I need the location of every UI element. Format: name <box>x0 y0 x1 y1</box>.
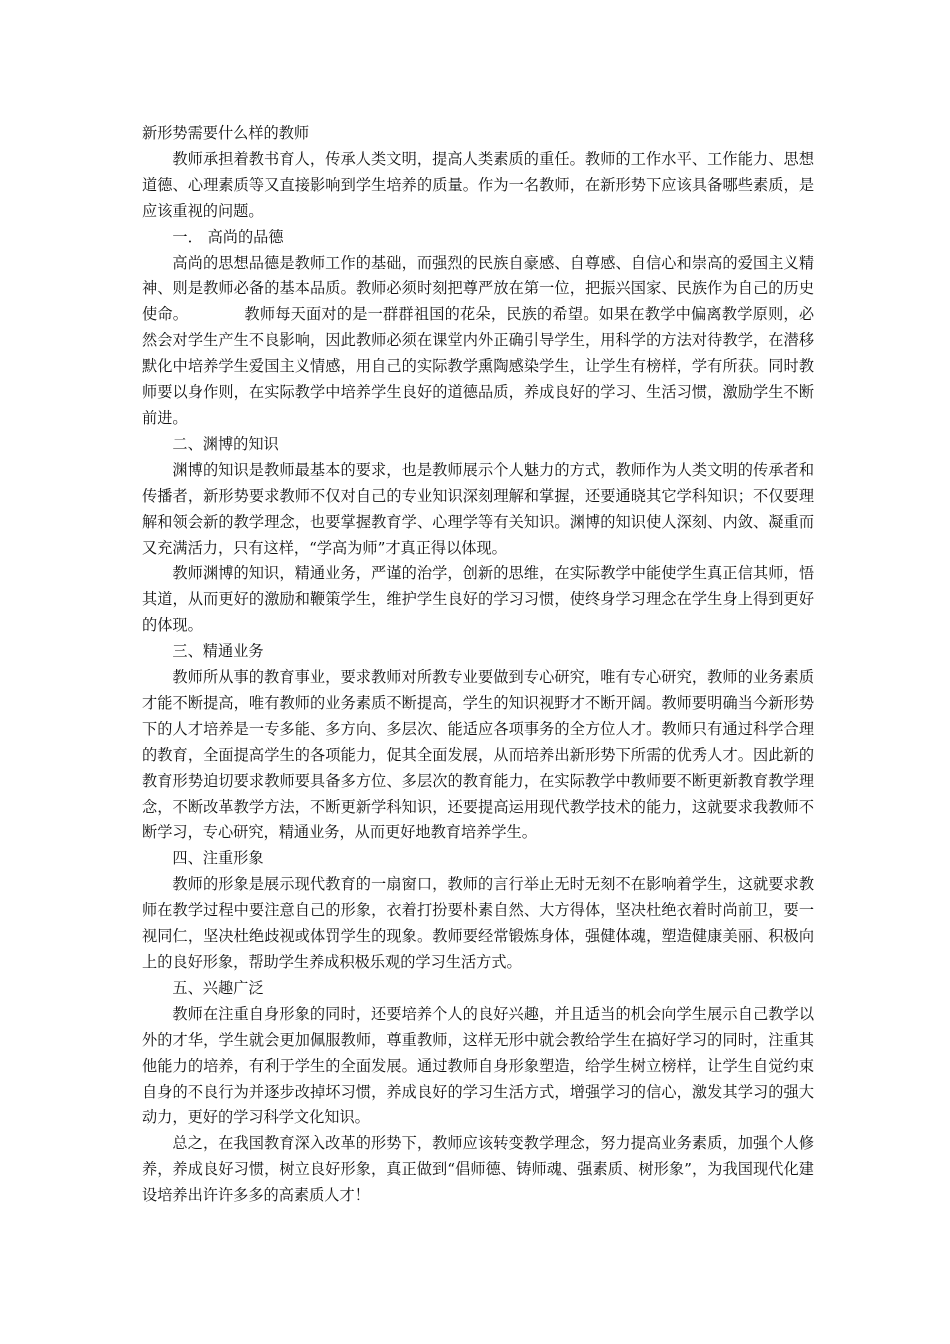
document-title: 新形势需要什么样的教师 <box>142 124 310 142</box>
section-heading-4: 四、注重形象 <box>172 849 264 868</box>
intro-paragraph: 教师承担着教书育人，传承人类文明，提高人类素质的重任。教师的工作水平、工作能力、思想道德、心理素质等又直接影响到学生培养的质量。作为一名教师，在新形势下应该具备哪些素质，是应该重视的问题。 <box>142 149 814 220</box>
section-2-paragraph-1: 渊博的知识是教师最基本的要求，也是教师展示个人魅力的方式，教师作为人类文明的传承者和传播者，新形势要求教师不仅对自己的专业知识深刻理解和掌握，还要通晓其它学科知识；不仅要理解和领会新的教学理念，也要掌握教育学、心理学等有关知识。渊博的知识使人深刻、内敛、凝重而又充满活力，只有这样，“学高为师”才真正得以体现。 <box>142 460 814 557</box>
section-heading-1: 一． 高尚的品德 <box>172 227 284 246</box>
section-heading-2: 二、渊博的知识 <box>172 434 279 453</box>
conclusion-paragraph: 总之，在我国教育深入改革的形势下，教师应该转变教学理念，努力提高业务素质，加强个人修养，养成良好习惯，树立良好形象，真正做到“倡师德、铸师魂、强素质、树形象”，为我国现代化建设培养出许许多多的高素质人才！ <box>142 1134 814 1205</box>
section-1-paragraph-part-1: 高尚的思想品德是教师工作的基础，而强烈的民族自豪感、自尊感、自信心和崇高的爱国主义精神、则是教师必备的基本品质。教师必须时刻把尊严放在第一位，把振兴国家、民族作为自己的历史使命。 <box>142 253 814 324</box>
section-heading-5: 五、兴趣广泛 <box>172 978 264 997</box>
document-body <box>142 121 814 1209</box>
section-3-paragraph-1: 教师所从事的教育事业，要求教师对所教专业要做到专心研究，唯有专心研究，教师的业务素质才能不断提高，唯有教师的业务素质不断提高，学生的知识视野才不断开阔。教师要明确当今新形势下的人才培养是一专多能、多方向、多层次、能适应各项事务的全方位人才。教师只有通过科学合理的教育，全面提高学生的各项能力，促其全面发展，从而培养出新形势下所需的优秀人才。因此新的教育形势迫切要求教师要具备多方位、多层次的教育能力，在实际教学中教师要不断更新教育教学理念，不断改革教学方法，不断更新学科知识，还要提高运用现代教学技术的能力，这就要求我教师不断学习，专心研究，精通业务，从而更好地教育培养学生。 <box>142 668 814 842</box>
section-heading-3: 三、精通业务 <box>172 642 264 661</box>
section-4-paragraph-1: 教师的形象是展示现代教育的一扇窗口，教师的言行举止无时无刻不在影响着学生，这就要求教师在教学过程中要注意自己的形象，衣着打扮要朴素自然、大方得体，坚决杜绝衣着时尚前卫，要一视同仁，坚决杜绝歧视或体罚学生的现象。教师要经常锻炼身体，强健体魂，塑造健康美丽、积极向上的良好形象，帮助学生养成积极乐观的学习生活方式。 <box>142 875 814 971</box>
section-1-paragraph-part-2: 教师每天面对的是一群群祖国的花朵，民族的希望。如果在教学中偏离教学原则，必然会对学生产生不良影响，因此教师必须在课堂内外正确引导学生，用科学的方法对待教学，在潜移默化中培养学生爱国主义情感，用自己的实际教学熏陶感染学生，让学生有榜样，学有所获。同时教师要以身作则，在实际教学中培养学生良好的道德品质，养成良好的学习、生活习惯，激励学生不断前进。 <box>142 305 815 427</box>
section-2-paragraph-2: 教师渊博的知识，精通业务，严谨的治学，创新的思维，在实际教学中能使学生真正信其师，悟其道，从而更好的激励和鞭策学生，维护学生良好的学习习惯，使终身学习理念在学生身上得到更好的体现。 <box>142 564 814 635</box>
section-5-paragraph-1: 教师在注重自身形象的同时，还要培养个人的良好兴趣，并且适当的机会向学生展示自己教学以外的才华，学生就会更加佩服教师，尊重教师，这样无形中就会教给学生在搞好学习的同时，注重其他能力的培养，有利于学生的全面发展。通过教师自身形象塑造，给学生树立榜样，让学生自觉约束自身的不良行为并逐步改掉坏习惯，养成良好的学习生活方式，增强学习的信心，激发其学习的强大动力，更好的学习科学文化知识。 <box>142 1004 814 1127</box>
section-1-paragraph <box>142 251 814 432</box>
